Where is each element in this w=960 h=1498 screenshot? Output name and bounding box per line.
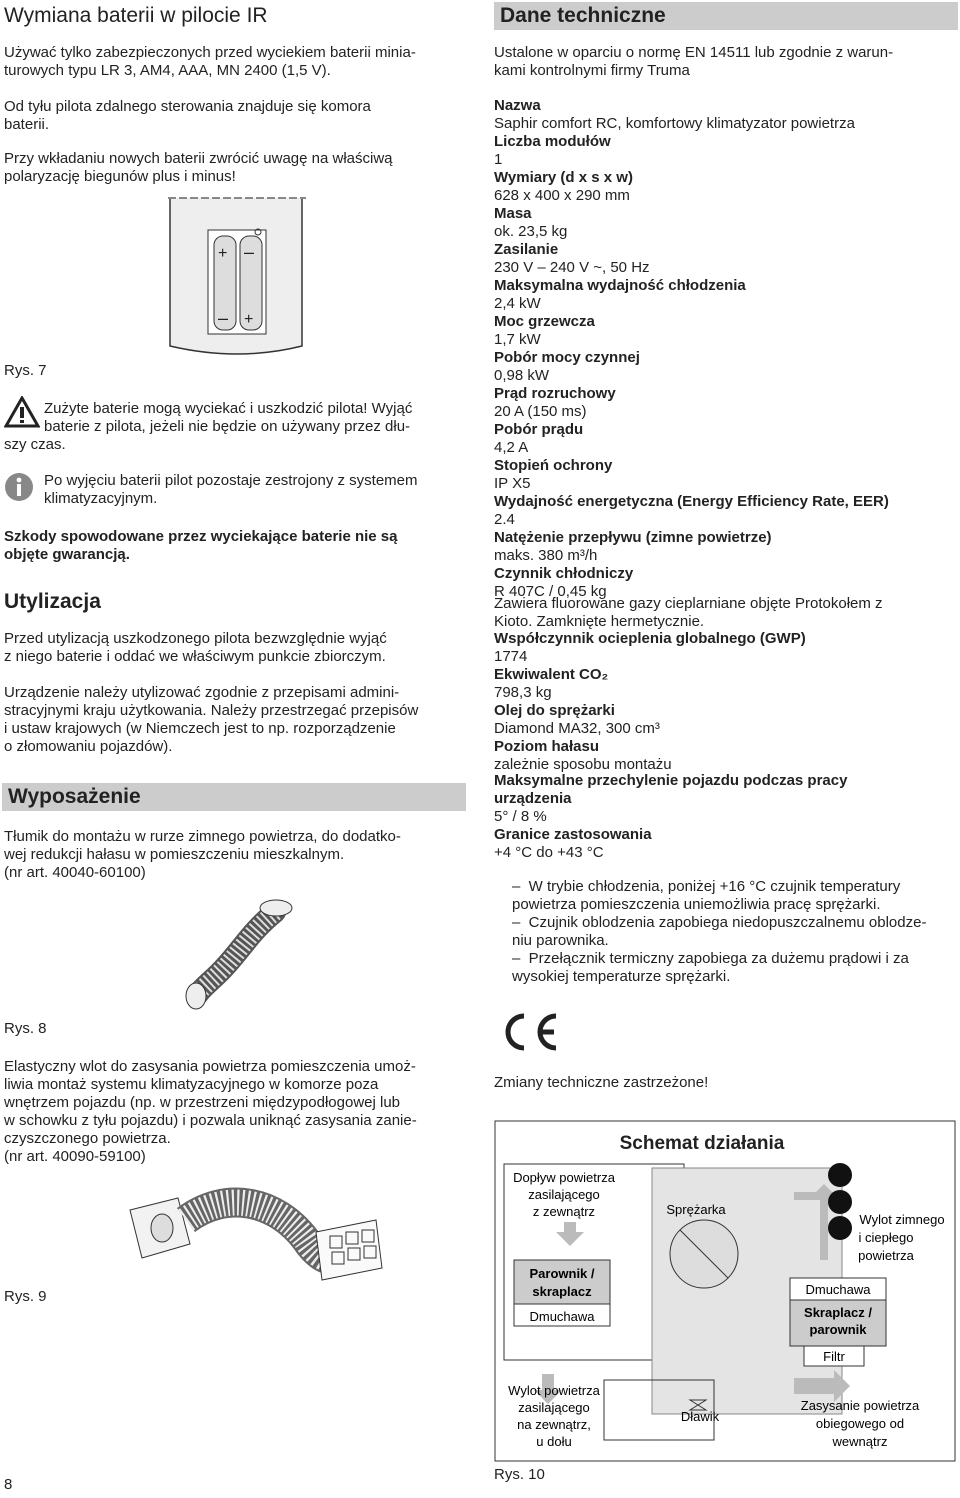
disposal-p2b: stracyjnymi kraju użytkowania. Należy przestrzegać przepisów (4, 702, 419, 719)
battery-p2a: Od tyłu pilota zdalnego sterowania znajduje się komora (4, 98, 371, 115)
function-schematic (494, 1120, 956, 1462)
figure-7-label: Rys. 7 (4, 362, 47, 379)
equip-p2b: liwia montaż systemu klimatyzacyjnego w komorze poza (4, 1076, 379, 1093)
equip-p1b: wej redukcji hałasu w pomieszczeniu mieszkalnym. (4, 846, 345, 863)
damage-text-b: objęte gwarancją. (4, 546, 130, 563)
schema-intake-a: Zasysanie powietrza (800, 1398, 920, 1413)
disposal-p1a: Przed utylizacją uszkodzonego pilota bezwzględnie wyjąć (4, 630, 387, 647)
figure-9-label: Rys. 9 (4, 1288, 47, 1305)
spec-label: Natężenie przepływu (zimne powietrze) (494, 529, 772, 546)
spec-label: Nazwa (494, 97, 541, 114)
battery-p3b: polaryzację biegunów plus i minus! (4, 168, 236, 185)
schema-fan-left: Dmuchawa (529, 1309, 595, 1324)
spec-label: Pobór prądu (494, 421, 584, 438)
spec-label: Czynnik chłodniczy (494, 565, 634, 582)
page-number: 8 (4, 1476, 13, 1493)
spec2-value: 798,3 kg (494, 684, 552, 701)
schema-compressor: Sprężarka (666, 1202, 726, 1217)
range-label: Granice zastosowania (494, 826, 652, 843)
battery-title: Wymiana baterii w pilocie IR (4, 4, 268, 27)
tech-intro-b: kami kontrolnymi firmy Truma (494, 62, 690, 79)
range-value: +4 °C do +43 °C (494, 844, 604, 861)
equip-p2d: w schowku z tyłu pojazdu) i pozwala uniknąć zasysania zanie- (4, 1112, 417, 1129)
spec-value: 20 A (150 ms) (494, 403, 587, 420)
tech-title: Dane techniczne (494, 2, 958, 30)
note-line-b: wysokiej temperaturze sprężarki. (512, 968, 731, 985)
equip-p2f: (nr art. 40090-59100) (4, 1148, 146, 1165)
schema-cond-b: parownik (809, 1322, 867, 1337)
spec-list (494, 97, 958, 601)
disposal-p1b: z niego baterie i oddać we właściwym punkcie zbiorczym. (4, 648, 386, 665)
note-line-b: niu parownika. (512, 932, 609, 949)
info-text-a: Po wyjęciu baterii pilot pozostaje zestrojony z systemem (44, 472, 418, 489)
svg-text:+: + (244, 311, 254, 328)
battery-p3a: Przy wkładaniu nowych baterii zwrócić uwagę na właściwą (4, 150, 393, 167)
battery-p1a: Używać tylko zabezpieczonych przed wyciekiem baterii minia- (4, 44, 416, 61)
schema-throttle: Dławik (680, 1409, 720, 1424)
note-line-a: – Przełącznik termiczny zapobiega za dużemu prądowi i za (512, 950, 909, 967)
disposal-p2a: Urządzenie należy utylizować zgodnie z przepisami admini- (4, 684, 400, 701)
schema-supply-in-c: z zewnątrz (532, 1204, 596, 1219)
tilt-label-b: urządzenia (494, 790, 572, 807)
remote-battery-illustration (168, 196, 308, 362)
schema-title: Schemat działania (619, 1133, 785, 1154)
schema-supply-in-a: Dopływ powietrza (513, 1170, 615, 1185)
spec-list-2 (494, 630, 958, 774)
fluor-text-b: Kioto. Zamknięte hermetycznie. (494, 613, 705, 630)
spec-label: Pobór mocy czynnej (494, 349, 640, 366)
figure-10-label: Rys. 10 (494, 1466, 545, 1483)
schema-intake-b: obiegowego od (815, 1416, 905, 1431)
spec-value: maks. 380 m³/h (494, 547, 598, 564)
spec-label: Maksymalna wydajność chłodzenia (494, 277, 746, 294)
spec2-label: Współczynnik ocieplenia globalnego (GWP) (494, 630, 806, 647)
spec-value: 2.4 (494, 511, 515, 528)
svg-text:–: – (244, 242, 255, 262)
spec-label: Prąd rozruchowy (494, 385, 616, 402)
spec-value: 2,4 kW (494, 295, 541, 312)
spec-value: 628 x 400 x 290 mm (494, 187, 630, 204)
note-line-b: powietrza pomieszczenia uniemożliwia pracę sprężarki. (512, 896, 881, 913)
spec-value: IP X5 (494, 475, 531, 492)
schema-cond-a: Skraplacz / (804, 1305, 872, 1320)
spec-value: 0,98 kW (494, 367, 550, 384)
spec2-value: 1774 (494, 648, 528, 665)
schema-evap-b: skraplacz (532, 1284, 592, 1299)
equip-p2e: czyszczonego powietrza. (4, 1130, 171, 1147)
changes-note: Zmiany techniczne zastrzeżone! (494, 1074, 709, 1091)
schema-cold-out-a: Wylot zimnego (859, 1212, 945, 1227)
warning-text-a: Zużyte baterie mogą wyciekać i uszkodzić pilota! Wyjąć (44, 400, 413, 417)
spec-value: ok. 23,5 kg (494, 223, 568, 240)
disposal-p2d: o złomowaniu pojazdów). (4, 738, 173, 755)
svg-text:–: – (218, 308, 229, 328)
spec-label: Wydajność energetyczna (Energy Efficiency Rate, EER) (494, 493, 889, 510)
equip-p1c: (nr art. 40040-60100) (4, 864, 146, 881)
equip-p2a: Elastyczny wlot do zasysania powietrza pomieszczenia umoż- (4, 1058, 416, 1075)
schema-supply-out-a: Wylot powietrza (508, 1383, 600, 1398)
fluor-text-a: Zawiera fluorowane gazy cieplarniane objęte Protokołem z (494, 595, 883, 612)
spec-value: R 407C / 0,45 kg (494, 583, 607, 600)
spec-value: Saphir comfort RC, komfortowy klimatyzator powietrza (494, 115, 855, 132)
equip-p2c: wnętrzem pojazdu (np. w przestrzeni międzypodłogowej lub (4, 1094, 401, 1111)
schema-cold-out-c: powietrza (858, 1248, 914, 1263)
equipment-title: Wyposażenie (2, 783, 466, 811)
figure-8-label: Rys. 8 (4, 1020, 47, 1037)
spec-value: 230 V – 240 V ~, 50 Hz (494, 259, 650, 276)
silencer-hose-illustration (180, 892, 310, 1012)
schema-fan-right: Dmuchawa (805, 1282, 871, 1297)
tech-intro-a: Ustalone w oparciu o normę EN 14511 lub zgodnie z warun- (494, 44, 894, 61)
note-line-a: – Czujnik oblodzenia zapobiega niedopuszczalnemu oblodze- (512, 914, 927, 931)
spec2-value: zależnie sposobu montażu (494, 756, 672, 773)
schema-filter: Filtr (823, 1349, 845, 1364)
spec-value: 4,2 A (494, 439, 529, 456)
spec-label: Wymiary (d x s x w) (494, 169, 633, 186)
air-intake-illustration (126, 1180, 386, 1290)
info-text-b: klimatyzacyjnym. (44, 490, 158, 507)
schema-cold-out-b: i ciepłego (858, 1230, 914, 1245)
disposal-title: Utylizacja (4, 590, 101, 613)
battery-p2b: baterii. (4, 116, 50, 133)
spec-label: Moc grzewcza (494, 313, 595, 330)
schema-intake-c: wewnątrz (832, 1434, 888, 1449)
spec2-value: Diamond MA32, 300 cm³ (494, 720, 660, 737)
disposal-p2c: i ustaw krajowych (w Niemczech jest to np. rozporządzenie (4, 720, 396, 737)
spec2-label: Ekwiwalent CO₂ (494, 666, 609, 683)
spec-label: Stopień ochrony (494, 457, 613, 474)
spec-label: Masa (494, 205, 532, 222)
equip-p1a: Tłumik do montażu w rurze zimnego powietrza, do dodatko- (4, 828, 401, 845)
note-line-a: – W trybie chłodzenia, poniżej +16 °C czujnik temperatury (512, 878, 901, 895)
warning-text-b: baterie z pilota, jeżeli nie będzie on używany przez dłu- (44, 418, 411, 435)
spec-value: 1 (494, 151, 503, 168)
spec-value: 1,7 kW (494, 331, 541, 348)
schema-supply-out-d: u dołu (536, 1434, 572, 1449)
warning-text-c: szy czas. (4, 436, 66, 453)
spec-label: Liczba modułów (494, 133, 611, 150)
schema-supply-out-c: na zewnątrz, (517, 1417, 591, 1432)
damage-text-a: Szkody spowodowane przez wyciekające baterie nie są (4, 528, 398, 545)
svg-text:+: + (218, 245, 228, 262)
spec2-label: Poziom hałasu (494, 738, 600, 755)
spec2-label: Olej do sprężarki (494, 702, 615, 719)
spec-label: Zasilanie (494, 241, 559, 258)
notes-list (494, 878, 958, 986)
schema-supply-out-b: zasilającego (518, 1400, 590, 1415)
info-icon (4, 472, 34, 502)
tilt-label-a: Maksymalne przechylenie pojazdu podczas pracy (494, 772, 848, 789)
ce-mark-icon (494, 1010, 564, 1054)
tilt-value: 5° / 8 % (494, 808, 547, 825)
battery-p1b: turowych typu LR 3, AM4, AAA, MN 2400 (1,5 V). (4, 62, 331, 79)
schema-supply-in-b: zasilającego (528, 1187, 600, 1202)
schema-evap-a: Parownik / (529, 1266, 595, 1281)
